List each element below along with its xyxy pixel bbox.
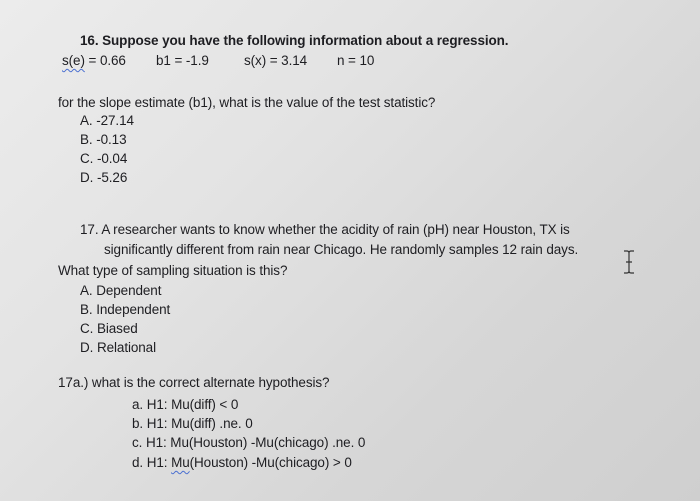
q17a-option-a: a. H1: Mu(diff) < 0 xyxy=(132,397,239,412)
q16-given-values xyxy=(62,53,126,69)
q16-option-a: A. -27.14 xyxy=(80,113,134,128)
q16-sx: s(x) = 3.14 xyxy=(244,53,308,68)
q17-title-line2: significantly different from rain near Chicago. He randomly samples 12 rain days. xyxy=(104,242,579,257)
text-cursor-icon xyxy=(622,249,636,275)
q17a-title: 17a.) what is the correct alternate hypothesis? xyxy=(58,375,330,390)
q17a-option-b: b. H1: Mu(diff) .ne. 0 xyxy=(132,416,253,431)
q17-question: What type of sampling situation is this? xyxy=(58,263,288,278)
q17-option-d: D. Relational xyxy=(80,340,156,355)
q17-title-line1: 17. A researcher wants to know whether the acidity of rain (pH) near Houston, TX is xyxy=(80,222,570,237)
q16-se-value: = 0.66 xyxy=(88,53,126,68)
q16-option-d: D. -5.26 xyxy=(80,170,128,185)
q17-option-a: A. Dependent xyxy=(80,283,162,298)
q17a-option-d xyxy=(132,455,352,471)
q17a-option-d-rest: (Houston) -Mu(chicago) > 0 xyxy=(189,455,352,470)
q16-se-label: s(e) xyxy=(62,53,85,68)
q16-option-c: C. -0.04 xyxy=(80,151,128,166)
q16-question: for the slope estimate (b1), what is the value of the test statistic? xyxy=(58,95,436,110)
q16-n: n = 10 xyxy=(337,53,375,68)
q17a-option-d-mu: Mu xyxy=(171,455,190,470)
q17a-option-d-prefix: d. H1: xyxy=(132,455,172,470)
q16-title: 16. Suppose you have the following information about a regression. xyxy=(80,33,509,48)
q17a-option-c: c. H1: Mu(Houston) -Mu(chicago) .ne. 0 xyxy=(132,435,366,450)
q17-option-b: B. Independent xyxy=(80,302,171,317)
q17-option-c: C. Biased xyxy=(80,321,138,336)
q16-option-b: B. -0.13 xyxy=(80,132,127,147)
q16-b1: b1 = -1.9 xyxy=(156,53,209,68)
